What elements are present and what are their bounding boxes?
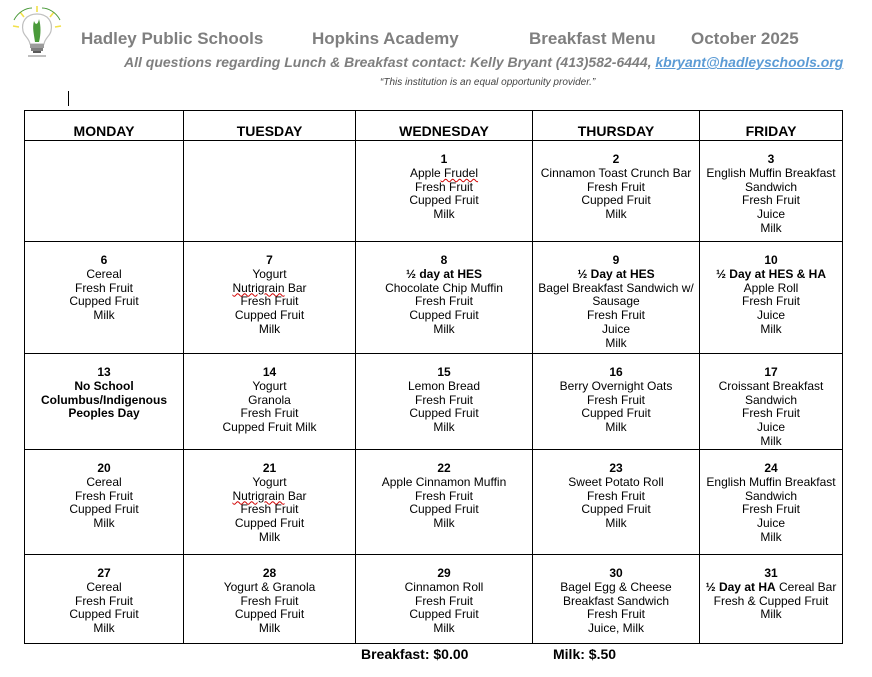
menu-item: Juice xyxy=(601,321,630,336)
day-cell xyxy=(700,242,843,354)
menu-item: Milk xyxy=(605,335,627,350)
week-row xyxy=(25,354,843,450)
day-date: 23 xyxy=(609,461,623,475)
weekday-header-monday: MONDAY xyxy=(25,111,184,141)
menu-item: Cupped Fruit xyxy=(581,193,651,208)
day-date: 17 xyxy=(764,365,778,379)
menu-item: Cupped Fruit xyxy=(581,406,651,421)
contact-line xyxy=(124,54,843,70)
menu-item: Apple Roll xyxy=(743,280,799,295)
menu-item: Fresh Fruit xyxy=(586,607,645,622)
menu-item: Milk xyxy=(93,516,115,531)
menu-item: Cupped Fruit Milk xyxy=(222,420,317,435)
menu-item: Cereal xyxy=(86,579,122,594)
day-date: 14 xyxy=(262,365,277,379)
day-cell xyxy=(533,354,700,450)
menu-item: Milk xyxy=(433,420,455,435)
day-cell xyxy=(25,555,184,644)
weekday-header-thursday: THURSDAY xyxy=(533,111,700,141)
menu-item: Fresh Fruit xyxy=(741,502,800,517)
menu-item: Milk xyxy=(605,516,627,531)
day-cell xyxy=(700,555,843,644)
school-logo xyxy=(8,4,66,60)
day-cell xyxy=(700,141,843,242)
menu-item: Cupped Fruit xyxy=(409,308,479,323)
day-cell xyxy=(184,242,356,354)
menu-item: Milk xyxy=(258,321,281,336)
day-cell xyxy=(356,354,533,450)
day-cell xyxy=(356,242,533,354)
week-row xyxy=(25,141,843,242)
day-cell xyxy=(533,450,700,555)
menu-item: Milk xyxy=(93,621,115,636)
menu-item: Apple Cinnamon Muffin xyxy=(381,474,507,489)
day-date: 15 xyxy=(437,365,451,379)
day-cell xyxy=(184,141,356,242)
menu-item: English Muffin Breakfast Sandwich xyxy=(706,165,836,194)
day-date: 7 xyxy=(266,253,273,267)
day-cell xyxy=(25,141,184,242)
day-cell xyxy=(25,450,184,555)
week-row xyxy=(25,450,843,555)
contact-text: All questions regarding Lunch & Breakfast contact: Kelly Bryant (413)582-6444, xyxy=(124,54,652,70)
menu-item: Milk xyxy=(760,529,782,544)
menu-item: Nutrigrain Bar xyxy=(232,488,307,503)
weekday-header-friday: FRIDAY xyxy=(700,111,843,141)
day-cell xyxy=(356,555,533,644)
day-date: 28 xyxy=(262,566,277,580)
day-cell xyxy=(25,354,184,450)
menu-item: Cereal xyxy=(86,266,122,281)
menu-item: Cupped Fruit xyxy=(234,516,305,531)
day-date: 21 xyxy=(262,461,277,475)
menu-item: Fresh Fruit xyxy=(741,193,800,208)
menu-item: Croissant Breakfast Sandwich xyxy=(718,378,824,407)
day-date: 13 xyxy=(97,365,111,379)
menu-item: Fresh Fruit xyxy=(74,488,133,503)
menu-item: Fresh Fruit xyxy=(586,392,645,407)
menu-item: Juice xyxy=(756,308,785,323)
menu-item: Cupped Fruit xyxy=(234,308,305,323)
menu-item: Milk xyxy=(433,207,455,222)
breakfast-price: Breakfast: $0.00 xyxy=(361,646,469,662)
day-note: No School Columbus/Indigenous Peoples Day xyxy=(41,378,167,421)
menu-item: Fresh Fruit xyxy=(414,488,473,503)
day-note: ½ Day at HES & HA xyxy=(715,266,827,281)
district-name: Hadley Public Schools xyxy=(81,29,264,48)
menu-item: Milk xyxy=(760,433,782,448)
menu-item: Cupped Fruit xyxy=(234,607,305,622)
menu-item: Cereal Bar xyxy=(775,579,837,594)
day-cell xyxy=(700,354,843,450)
menu-item: English Muffin Breakfast Sandwich xyxy=(706,474,836,503)
menu-item: Lemon Bread xyxy=(407,378,481,393)
menu-item: Milk xyxy=(605,207,627,222)
day-note: ½ day at HES xyxy=(405,266,483,281)
day-date: 22 xyxy=(437,461,451,475)
day-date: 1 xyxy=(440,152,448,166)
day-date: 3 xyxy=(767,152,775,166)
menu-item: Nutrigrain Bar xyxy=(232,280,307,295)
menu-item: Milk xyxy=(433,321,455,336)
menu-item: Fresh Fruit xyxy=(240,406,299,421)
weekday-header-row xyxy=(25,111,843,141)
day-cell xyxy=(184,555,356,644)
menu-item: Cinnamon Toast Crunch Bar xyxy=(540,165,692,180)
day-note-text: ½ Day at HA xyxy=(705,579,776,594)
menu-item: Fresh Fruit xyxy=(414,392,473,407)
menu-item: Milk xyxy=(760,220,782,235)
menu-item: Fresh Fruit xyxy=(74,280,133,295)
menu-item: Milk xyxy=(433,621,455,636)
week-row xyxy=(25,555,843,644)
menu-item: Fresh Fruit xyxy=(586,488,645,503)
menu-item: Fresh Fruit xyxy=(741,406,800,421)
menu-item: Fresh Fruit xyxy=(586,179,645,194)
menu-item: Bagel Egg & Cheese Breakfast Sandwich xyxy=(560,579,672,608)
menu-item: Cupped Fruit xyxy=(69,607,139,622)
menu-item: Juice xyxy=(756,420,785,435)
menu-calendar xyxy=(24,110,843,644)
week-row xyxy=(25,242,843,354)
menu-item: Fresh Fruit xyxy=(414,179,473,194)
menu-item: Fresh Fruit xyxy=(240,593,299,608)
menu-item: Yogurt & Granola xyxy=(223,579,316,594)
day-date: 31 xyxy=(764,566,778,580)
menu-item: Cupped Fruit xyxy=(581,502,651,517)
menu-item: Milk xyxy=(760,321,782,336)
menu-item: Milk xyxy=(258,621,281,636)
day-note xyxy=(702,581,840,595)
day-date: 6 xyxy=(100,253,108,267)
day-date: 30 xyxy=(609,566,623,580)
menu-item: Apple Frudel xyxy=(409,165,479,180)
day-date: 8 xyxy=(440,253,448,267)
day-note: ½ Day at HES xyxy=(577,266,655,281)
day-cell xyxy=(184,354,356,450)
day-cell xyxy=(25,242,184,354)
menu-item: Cupped Fruit xyxy=(69,294,139,309)
menu-item: Fresh Fruit xyxy=(74,593,133,608)
menu-item: Yogurt xyxy=(252,266,287,281)
menu-item: Cupped Fruit xyxy=(409,502,479,517)
menu-item: Granola xyxy=(248,392,291,407)
menu-item: Juice xyxy=(756,207,785,222)
text-cursor xyxy=(68,91,69,106)
contact-email-link[interactable]: kbryant@hadleyschools.org xyxy=(655,54,844,70)
menu-month: October 2025 xyxy=(691,29,799,48)
day-date: 29 xyxy=(437,566,451,580)
menu-item: Cupped Fruit xyxy=(69,502,139,517)
day-date: 20 xyxy=(97,461,111,475)
menu-item: Fresh Fruit xyxy=(586,308,645,323)
weekday-header-tuesday: TUESDAY xyxy=(184,111,356,141)
menu-item: Yogurt xyxy=(252,474,287,489)
equal-opportunity-statement: “This institution is an equal opportunity provider.” xyxy=(380,77,596,88)
menu-item: Juice, Milk xyxy=(587,621,644,636)
school-name: Hopkins Academy xyxy=(312,29,459,48)
day-date: 10 xyxy=(764,253,778,267)
menu-item: Cupped Fruit xyxy=(409,607,479,622)
day-cell xyxy=(533,555,700,644)
day-date: 2 xyxy=(612,152,620,166)
menu-item: Fresh Fruit xyxy=(741,294,800,309)
menu-item: Chocolate Chip Muffin xyxy=(385,280,503,295)
menu-item: Milk xyxy=(433,516,455,531)
menu-item: Fresh Fruit xyxy=(240,502,299,517)
lightbulb-logo-icon xyxy=(8,4,66,60)
day-cell xyxy=(356,450,533,555)
menu-item: Berry Overnight Oats xyxy=(559,378,673,393)
menu-item: Milk xyxy=(605,420,627,435)
menu-item: Fresh Fruit xyxy=(414,593,473,608)
day-date: 9 xyxy=(612,253,620,267)
menu-item: Cinnamon Roll xyxy=(404,579,484,594)
menu-title: Breakfast Menu xyxy=(529,29,656,48)
menu-item: Fresh Fruit xyxy=(240,294,299,309)
menu-item: Milk xyxy=(93,308,115,323)
menu-item: Sweet Potato Roll xyxy=(568,474,664,489)
menu-item: Fresh Fruit xyxy=(414,294,473,309)
day-date: 27 xyxy=(97,566,111,580)
menu-item: Yogurt xyxy=(252,378,287,393)
menu-item: Cupped Fruit xyxy=(409,193,479,208)
menu-item: Fresh & Cupped Fruit xyxy=(713,593,829,608)
menu-item: Milk xyxy=(760,607,782,622)
day-cell xyxy=(700,450,843,555)
day-date: 16 xyxy=(609,365,623,379)
weekday-header-wednesday: WEDNESDAY xyxy=(356,111,533,141)
milk-price: Milk: $.50 xyxy=(553,646,617,662)
menu-item: Cereal xyxy=(86,474,122,489)
day-cell xyxy=(533,242,700,354)
day-cell xyxy=(356,141,533,242)
day-cell xyxy=(184,450,356,555)
day-date: 24 xyxy=(764,461,778,475)
menu-item: Bagel Breakfast Sandwich w/ Sausage xyxy=(538,280,694,309)
menu-item: Cupped Fruit xyxy=(409,406,479,421)
day-cell xyxy=(533,141,700,242)
menu-item: Juice xyxy=(756,516,785,531)
menu-item: Milk xyxy=(258,529,281,544)
